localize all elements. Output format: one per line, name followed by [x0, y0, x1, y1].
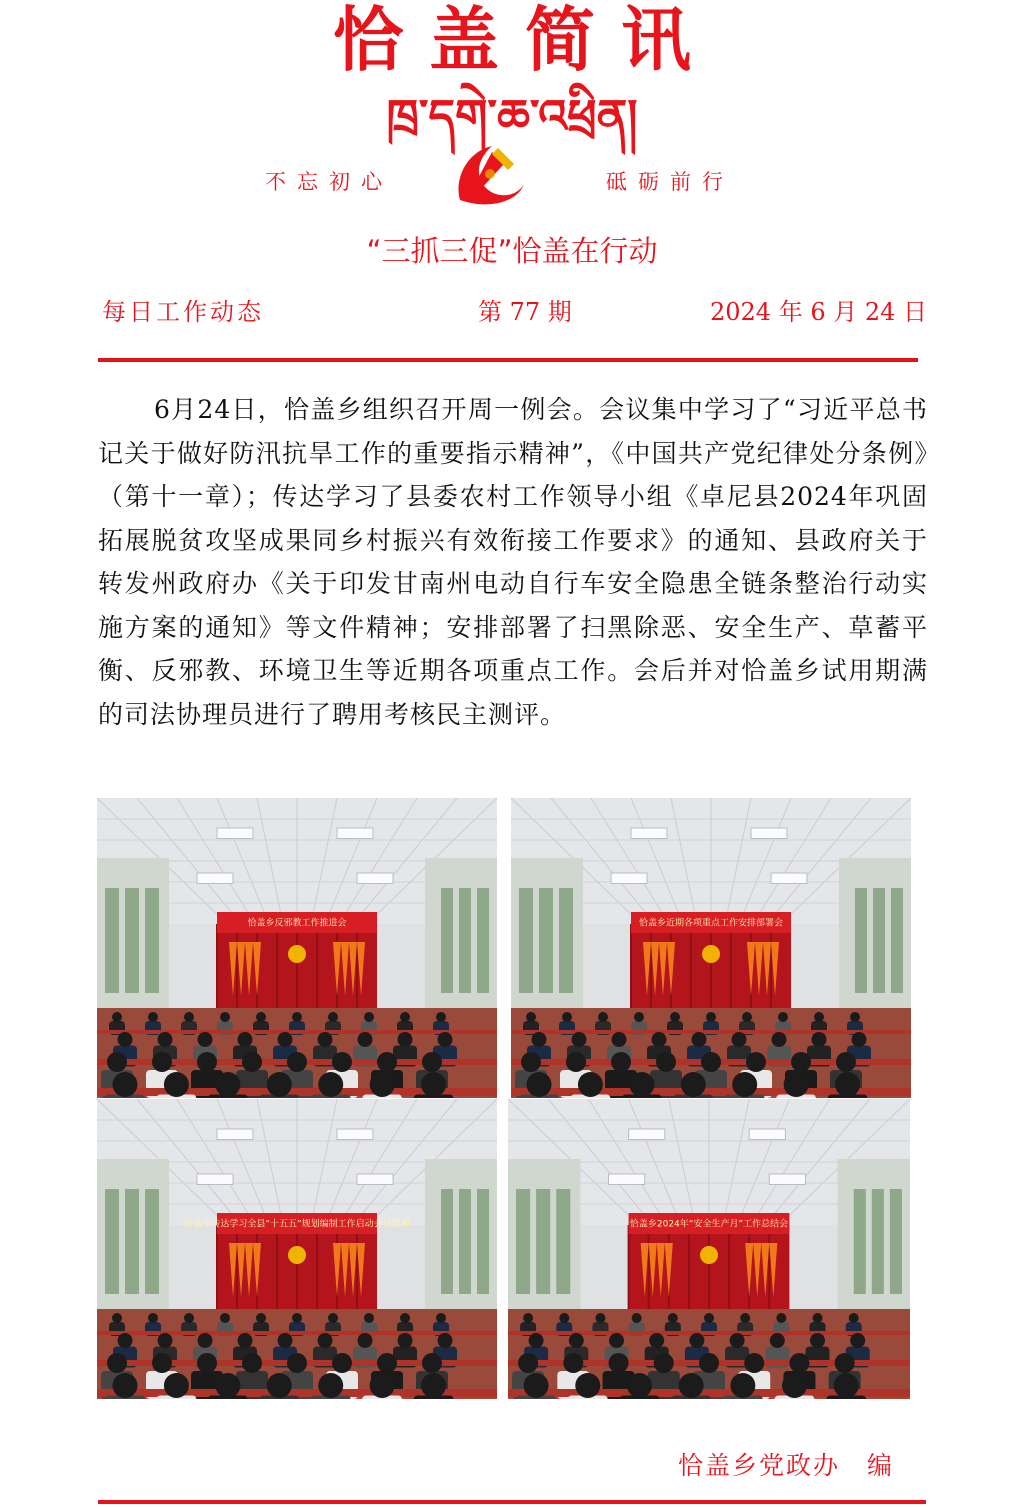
newsletter-masthead: 恰盖简讯: [333, 0, 717, 81]
photo-banner-text: 恰盖乡近期各项重点工作安排部署会: [638, 918, 784, 929]
header-divider: [98, 358, 918, 362]
article-body: 6月24日，恰盖乡组织召开周一例会。会议集中学习了“习近平总书记关于做好防汛抗旱工作的重要指示精神”，《中国共产党纪律处分条例》（第十一章）；传达学习了县委农村工作领导小组《卓尼县2024年巩固拓展脱贫攻坚成果同乡村振兴有效衔接工作要求》的通知、县政府关于转发州政府办《关于印发甘南州电动自行车安全隐患全链条整治行动实施方案的通知》等文件精神；安排部署了扫黑除恶、安全生产、草蓄平衡、反邪教、环境卫生等近期各项重点工作。会后并对恰盖乡试用期满的司法协理员进行了聘用考核民主测评。: [98, 395, 928, 729]
slogan-right: 砥砺前行: [606, 170, 734, 194]
photo-banner-text: 恰盖乡2024年“安全生产月”工作总结会: [629, 1219, 789, 1230]
meeting-photo-1: [97, 798, 497, 1098]
meeting-photo-3: [97, 1099, 497, 1399]
photo-banner-text: 恰盖乡反邪教工作推进会: [247, 918, 347, 929]
issue-date: 2024 年 6 月 24 日: [710, 298, 928, 326]
editor-credit: 恰盖乡党政办 编: [678, 1451, 895, 1480]
photo-banner-text: 恰盖乡传达学习全县“十五五”规划编制工作启动会议精神: [184, 1219, 410, 1230]
campaign-title: “三抓三促”恰盖在行动: [366, 234, 658, 268]
meeting-photo-2: [511, 798, 911, 1098]
issue-number: 第 77 期: [478, 298, 572, 326]
footer-divider: [98, 1500, 926, 1504]
party-emblem-icon: [452, 140, 528, 210]
column-name: 每日工作动态: [102, 298, 264, 326]
tibetan-title: ཁྲ་དགེ་ཆ་འཕྲིན།: [386, 89, 638, 143]
slogan-left: 不忘初心: [265, 170, 393, 194]
meeting-photo-4: [508, 1099, 910, 1399]
